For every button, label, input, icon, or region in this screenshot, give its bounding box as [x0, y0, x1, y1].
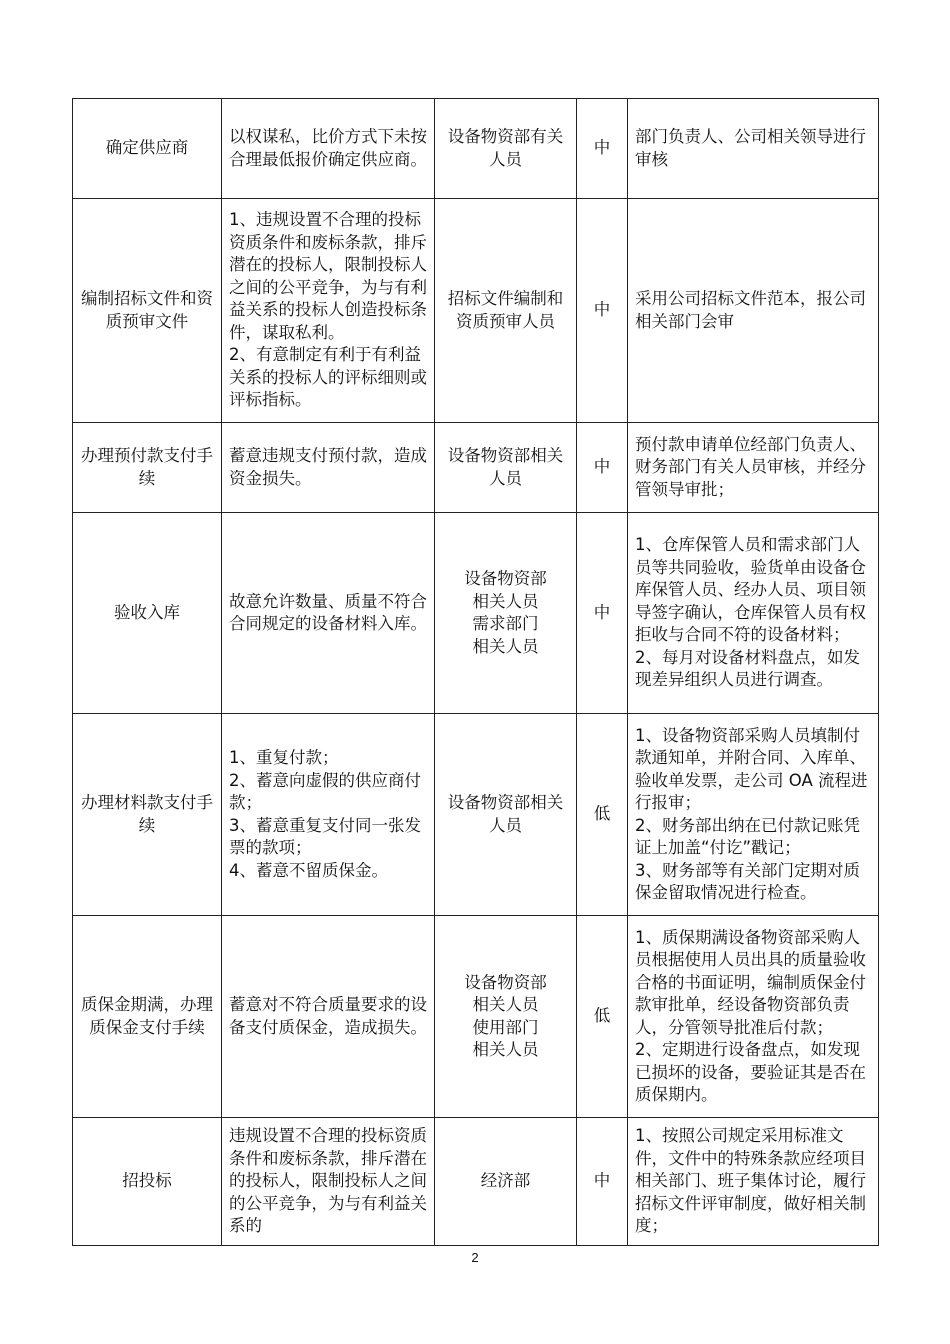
- table-row: [73, 423, 879, 513]
- table-row: [73, 99, 879, 199]
- cell-risk: 1、重复付款； 2、蓄意向虚假的供应商付款； 3、蓄意重复支付同一张发票的款项； 4、蓄意不留质保金。: [222, 714, 435, 916]
- table-row: [73, 916, 879, 1118]
- risk-table: [72, 98, 879, 1246]
- cell-people: 招标文件编制和资质预审人员: [435, 199, 577, 423]
- table-row: [73, 513, 879, 714]
- cell-people: 设备物资部相关人员: [435, 423, 577, 513]
- cell-link: 办理材料款支付手续: [73, 714, 222, 916]
- cell-link: 确定供应商: [73, 99, 222, 199]
- cell-link: 编制招标文件和资质预审文件: [73, 199, 222, 423]
- cell-link: 验收入库: [73, 513, 222, 714]
- cell-risk-level: 中: [577, 99, 628, 199]
- cell-link: 办理预付款支付手续: [73, 423, 222, 513]
- cell-link: 质保金期满，办理质保金支付手续: [73, 916, 222, 1118]
- cell-measure: 1、设备物资部采购人员填制付款通知单，并附合同、入库单、验收单发票，走公司 OA 流程进行报审； 2、财务部出纳在已付款记账凭证上加盖“付讫”戳记； 3、财务部等有关部门定期对质保金留取情况进行检查。: [628, 714, 879, 916]
- cell-risk: 蓄意违规支付预付款，造成资金损失。: [222, 423, 435, 513]
- cell-measure: 采用公司招标文件范本，报公司相关部门会审: [628, 199, 879, 423]
- cell-measure: 部门负责人、公司相关领导进行审核: [628, 99, 879, 199]
- cell-people: 设备物资部 相关人员 需求部门 相关人员: [435, 513, 577, 714]
- cell-risk-level: 中: [577, 513, 628, 714]
- cell-link: 招投标: [73, 1118, 222, 1246]
- cell-people: 设备物资部相关人员: [435, 714, 577, 916]
- cell-risk-level: 低: [577, 714, 628, 916]
- cell-measure: 1、按照公司规定采用标准文件，文件中的特殊条款应经项目相关部门、班子集体讨论，履行招标文件评审制度，做好相关制度；: [628, 1118, 879, 1246]
- cell-measure: 1、仓库保管人员和需求部门人员等共同验收，验货单由设备仓库保管人员、经办人员、项目领导签字确认，仓库保管人员有权拒收与合同不符的设备材料； 2、每月对设备材料盘点，如发现差异组织人员进行调查。: [628, 513, 879, 714]
- cell-risk: 1、违规设置不合理的投标资质条件和废标条款，排斥潜在的投标人，限制投标人之间的公平竞争，为与有利益关系的投标人创造投标条件，谋取私利。 2、有意制定有利于有利益关系的投标人的评标细则或评标指标。: [222, 199, 435, 423]
- page-number: 2: [471, 1250, 479, 1265]
- cell-people: 设备物资部 相关人员 使用部门 相关人员: [435, 916, 577, 1118]
- cell-risk: 故意允许数量、质量不符合合同规定的设备材料入库。: [222, 513, 435, 714]
- cell-risk-level: 中: [577, 423, 628, 513]
- cell-risk-level: 中: [577, 1118, 628, 1246]
- cell-people: 经济部: [435, 1118, 577, 1246]
- table-row: [73, 1118, 879, 1246]
- table-row: [73, 199, 879, 423]
- table-row: [73, 714, 879, 916]
- cell-risk: 以权谋私，比价方式下未按合理最低报价确定供应商。: [222, 99, 435, 199]
- cell-risk-level: 中: [577, 199, 628, 423]
- cell-risk: 蓄意对不符合质量要求的设备支付质保金，造成损失。: [222, 916, 435, 1118]
- cell-measure: 1、质保期满设备物资部采购人员根据使用人员出具的质量验收合格的书面证明，编制质保金付款审批单，经设备物资部负责人，分管领导批准后付款； 2、定期进行设备盘点，如发现已损坏的设备，要验证其是否在质保期内。: [628, 916, 879, 1118]
- cell-risk-level: 低: [577, 916, 628, 1118]
- cell-measure: 预付款申请单位经部门负责人、财务部门有关人员审核，并经分管领导审批；: [628, 423, 879, 513]
- cell-risk: 违规设置不合理的投标资质条件和废标条款，排斥潜在的投标人，限制投标人之间的公平竞争，为与有利益关系的: [222, 1118, 435, 1246]
- cell-people: 设备物资部有关人员: [435, 99, 577, 199]
